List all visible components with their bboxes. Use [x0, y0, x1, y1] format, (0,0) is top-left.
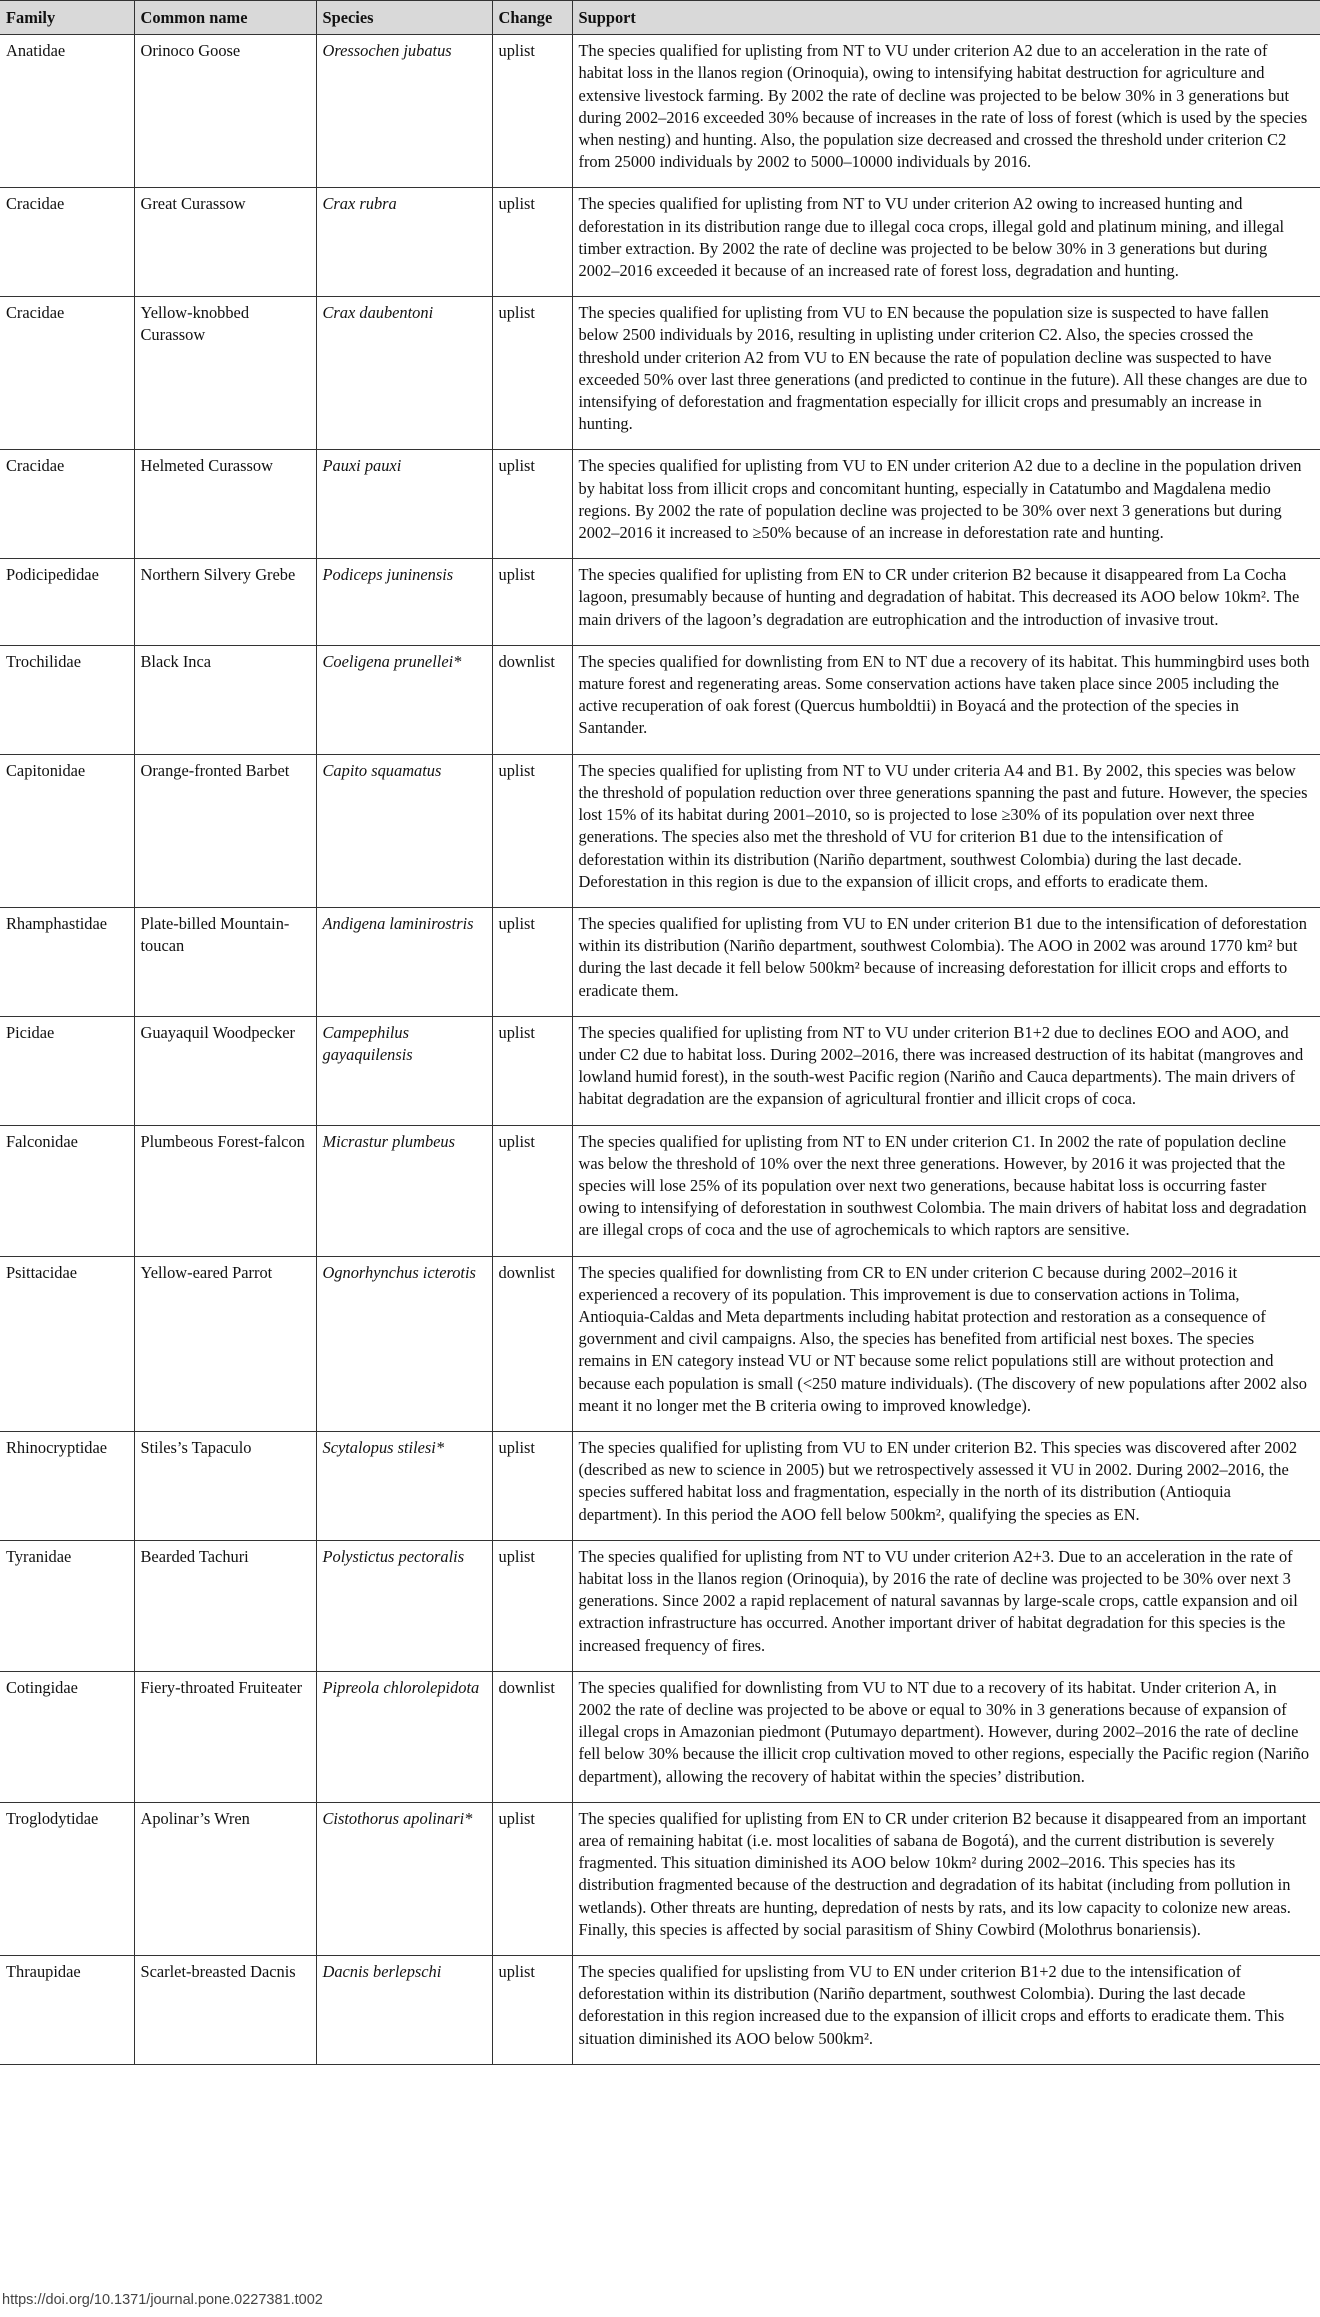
cell-support: The species qualified for uplisting from EN to CR under criterion B2 because it disappeared from an important area of remaining habitat (i.e. most localities of sabana de Bogotá), and the current distribution is severely fragmented. This situation diminished its AOO below 10km² during 2002–2016. This species has its distribution fragmented because of the destruction and degradation of its habitat (including from pollution in wetlands). Other threats are hunting, depredation of nests by rats, and its low capacity to colonize new areas. Finally, this species is affected by social parasitism of Shiny Cowbird (Molothrus bonariensis).: [572, 1802, 1320, 1955]
table-row: [0, 35, 1320, 188]
table-row: [0, 559, 1320, 646]
cell-support: The species qualified for downlisting from EN to NT due a recovery of its habitat. This hummingbird uses both mature forest and regenerating areas. Some conservation actions have taken place since 2005 including the active recuperation of oak forest (Quercus humboldtii) in Boyacá and the protection of the species in Santander.: [572, 645, 1320, 754]
table-row: [0, 1125, 1320, 1256]
table-header: [0, 1, 1320, 35]
table-row: [0, 450, 1320, 559]
header-row: [0, 1, 1320, 35]
cell-family: Cracidae: [0, 188, 134, 297]
doi-link[interactable]: https://doi.org/10.1371/journal.pone.0227381.t002: [2, 2292, 323, 2308]
cell-species: Scytalopus stilesi*: [316, 1431, 492, 1540]
cell-common-name: Great Curassow: [134, 188, 316, 297]
cell-change: uplist: [492, 1540, 572, 1671]
cell-species: Coeligena prunellei*: [316, 645, 492, 754]
cell-change: uplist: [492, 1802, 572, 1955]
cell-family: Capitonidae: [0, 754, 134, 907]
table-row: [0, 297, 1320, 450]
table-row: [0, 754, 1320, 907]
header-common-name: Common name: [134, 1, 316, 35]
cell-change: uplist: [492, 188, 572, 297]
cell-change: uplist: [492, 1016, 572, 1125]
cell-family: Rhamphastidae: [0, 907, 134, 1016]
cell-common-name: Helmeted Curassow: [134, 450, 316, 559]
cell-species: Pauxi pauxi: [316, 450, 492, 559]
cell-support: The species qualified for uplisting from VU to EN under criterion A2 due to a decline in the population driven by habitat loss from illicit crops and concomitant hunting, especially in Catatumbo and Magdalena medio regions. By 2002 the rate of population decline was projected to be 30% over next 3 generations but during 2002–2016 it increased to ≥50% because of an increase in deforestation rate and hunting.: [572, 450, 1320, 559]
cell-family: Trochilidae: [0, 645, 134, 754]
cell-common-name: Apolinar’s Wren: [134, 1802, 316, 1955]
cell-support: The species qualified for uplisting from EN to CR under criterion B2 because it disappeared from La Cocha lagoon, presumably because of hunting and degradation of habitat. This decreased its AOO below 10km². The main drivers of the lagoon’s degradation are eutrophication and the introduction of invasive trout.: [572, 559, 1320, 646]
cell-change: uplist: [492, 559, 572, 646]
table-row: [0, 1256, 1320, 1431]
cell-support: The species qualified for uplisting from NT to VU under criterion A2 due to an acceleration in the rate of habitat loss in the llanos region (Orinoquia), owing to intensifying habitat destruction for agriculture and extensive livestock farming. By 2002 the rate of decline was projected to be below 30% in 3 generations but during 2002–2016 exceeded 30% because of increases in the rate of loss of forest (which is used by the species when nesting) and hunting. Also, the population size decreased and crossed the threshold under criterion C2 from 25000 individuals by 2002 to 5000–10000 individuals by 2016.: [572, 35, 1320, 188]
table-row: [0, 1016, 1320, 1125]
cell-species: Crax daubentoni: [316, 297, 492, 450]
cell-change: downlist: [492, 1256, 572, 1431]
cell-change: downlist: [492, 1671, 572, 1802]
cell-support: The species qualified for uplisting from VU to EN because the population size is suspected to have fallen below 2500 individuals by 2016, resulting in uplisting under criterion C2. Also, the species crossed the threshold under criterion A2 from VU to EN because the rate of population decline was suspected to have exceeded 50% over last three generations (and predicted to continue in the future). All these changes are due to intensifying of deforestation and fragmentation especially for illicit crops and presumably an increase in hunting.: [572, 297, 1320, 450]
cell-common-name: Bearded Tachuri: [134, 1540, 316, 1671]
cell-family: Podicipedidae: [0, 559, 134, 646]
cell-family: Cracidae: [0, 297, 134, 450]
cell-species: Podiceps juninensis: [316, 559, 492, 646]
header-change: Change: [492, 1, 572, 35]
table-row: [0, 1956, 1320, 2065]
cell-species: Cistothorus apolinari*: [316, 1802, 492, 1955]
cell-change: uplist: [492, 907, 572, 1016]
cell-species: Andigena laminirostris: [316, 907, 492, 1016]
cell-family: Cracidae: [0, 450, 134, 559]
cell-change: uplist: [492, 450, 572, 559]
cell-support: The species qualified for uplisting from VU to EN under criterion B1 due to the intensification of deforestation within its distribution (Nariño department, southwest Colombia). The AOO in 2002 was around 1770 km² but during the last decade it fell below 500km² because of increasing deforestation for illicit crops and efforts to eradicate them.: [572, 907, 1320, 1016]
cell-support: The species qualified for downlisting from VU to NT due to a recovery of its habitat. Under criterion A, in 2002 the rate of decline was projected to be above or equal to 30% in 3 generations because of expansion of illegal crops in Amazonian piedmont (Putumayo department). However, during 2002–2016 the rate of decline fell below 30% because the illicit crop cultivation moved to other regions, especially the Pacific region (Nariño department), allowing the recovery of habitat within the species’ distribution.: [572, 1671, 1320, 1802]
cell-support: The species qualified for uplisting from NT to VU under criteria A4 and B1. By 2002, this species was below the threshold of population reduction over three generations spanning the past and future. However, the species lost 15% of its habitat during 2001–2010, so is projected to lose ≥30% of its population over next three generations. The species also met the threshold of VU for criterion B1 due to the intensification of deforestation within its distribution (Nariño department, southwest Colombia) during the last decade. Deforestation in this region is due to the expansion of illicit crops, and efforts to eradicate them.: [572, 754, 1320, 907]
table-row: [0, 1431, 1320, 1540]
cell-family: Cotingidae: [0, 1671, 134, 1802]
cell-change: uplist: [492, 35, 572, 188]
cell-change: uplist: [492, 297, 572, 450]
cell-change: uplist: [492, 1431, 572, 1540]
cell-family: Thraupidae: [0, 1956, 134, 2065]
table-row: [0, 907, 1320, 1016]
cell-support: The species qualified for uplisting from NT to VU under criterion A2+3. Due to an acceleration in the rate of habitat loss in the llanos region (Orinoquia), by 2016 the rate of decline was projected to be 30% over next 3 generations. Since 2002 a rapid replacement of natural savannas by large-scale crops, cattle expansion and oil extraction infrastructure has occurred. Another important driver of habitat degradation for this species is the increased frequency of fires.: [572, 1540, 1320, 1671]
cell-common-name: Orange-fronted Barbet: [134, 754, 316, 907]
cell-support: The species qualified for upslisting from VU to EN under criterion B1+2 due to the intensification of deforestation within its distribution (Nariño department, southwest Colombia). During the last decade deforestation in this region increased due to the expansion of illicit crops and efforts to eradicate them. This situation diminished its AOO below 500km².: [572, 1956, 1320, 2065]
cell-family: Anatidae: [0, 35, 134, 188]
cell-common-name: Orinoco Goose: [134, 35, 316, 188]
header-family: Family: [0, 1, 134, 35]
cell-support: The species qualified for uplisting from NT to VU under criterion A2 owing to increased hunting and deforestation in its distribution range due to illegal coca crops, illegal gold and platinum mining, and illegal timber extraction. By 2002 the rate of decline was projected to be below 30% in 3 generations but during 2002–2016 exceeded it because of an increased rate of forest loss, degradation and hunting.: [572, 188, 1320, 297]
cell-family: Psittacidae: [0, 1256, 134, 1431]
table-row: [0, 645, 1320, 754]
cell-common-name: Northern Silvery Grebe: [134, 559, 316, 646]
table-row: [0, 188, 1320, 297]
cell-family: Falconidae: [0, 1125, 134, 1256]
cell-support: The species qualified for uplisting from NT to VU under criterion B1+2 due to declines EOO and AOO, and under C2 due to habitat loss. During 2002–2016, there was increased destruction of its habitat (mangroves and lowland humid forest), in the south-west Pacific region (Nariño and Cauca departments). The main drivers of habitat degradation are the expansion of agricultural frontier and illicit crops of coca.: [572, 1016, 1320, 1125]
cell-change: uplist: [492, 1125, 572, 1256]
cell-common-name: Black Inca: [134, 645, 316, 754]
cell-common-name: Fiery-throated Fruiteater: [134, 1671, 316, 1802]
cell-family: Rhinocryptidae: [0, 1431, 134, 1540]
cell-common-name: Yellow-knobbed Curassow: [134, 297, 316, 450]
table-row: [0, 1802, 1320, 1955]
cell-species: Campephilus gayaquilensis: [316, 1016, 492, 1125]
cell-family: Troglodytidae: [0, 1802, 134, 1955]
cell-species: Crax rubra: [316, 188, 492, 297]
cell-family: Tyranidae: [0, 1540, 134, 1671]
cell-change: downlist: [492, 645, 572, 754]
cell-support: The species qualified for uplisting from NT to EN under criterion C1. In 2002 the rate of population decline was below the threshold of 10% over the next three generations. However, by 2016 it was projected that the species will lose 25% of its population over next two generations, because habitat loss is occurring faster owing to intensifying of deforestation in southwest Colombia. The main drivers of habitat loss and degradation are illegal crops of coca and the use of agrochemicals to which raptors are sensitive.: [572, 1125, 1320, 1256]
cell-species: Pipreola chlorolepidota: [316, 1671, 492, 1802]
cell-change: uplist: [492, 754, 572, 907]
cell-common-name: Plate-billed Mountain-toucan: [134, 907, 316, 1016]
table-body: [0, 35, 1320, 2065]
cell-species: Dacnis berlepschi: [316, 1956, 492, 2065]
cell-common-name: Yellow-eared Parrot: [134, 1256, 316, 1431]
cell-species: Polystictus pectoralis: [316, 1540, 492, 1671]
table-row: [0, 1671, 1320, 1802]
cell-species: Capito squamatus: [316, 754, 492, 907]
cell-change: uplist: [492, 1956, 572, 2065]
header-support: Support: [572, 1, 1320, 35]
cell-common-name: Guayaquil Woodpecker: [134, 1016, 316, 1125]
cell-support: The species qualified for uplisting from VU to EN under criterion B2. This species was discovered after 2002 (described as new to science in 2005) but we retrospectively assessed it VU in 2002. During 2002–2016, the species suffered habitat loss and fragmentation, especially in the north of its distribution (Antioquia department). In this period the AOO fell below 500km², qualifying the species as EN.: [572, 1431, 1320, 1540]
cell-common-name: Scarlet-breasted Dacnis: [134, 1956, 316, 2065]
cell-support: The species qualified for downlisting from CR to EN under criterion C because during 2002–2016 it experienced a recovery of its population. This improvement is due to conservation actions in Tolima, Antioquia-Caldas and Meta departments including habitat protection and restoration as a consequence of government and civil campaigns. Also, the species has benefited from artificial nest boxes. The species remains in EN category instead VU or NT because some relict populations still are without protection and because each population is small (<250 mature individuals). (The discovery of new populations after 2002 also meant it no longer met the B criteria owing to improved knowledge).: [572, 1256, 1320, 1431]
cell-family: Picidae: [0, 1016, 134, 1125]
cell-common-name: Stiles’s Tapaculo: [134, 1431, 316, 1540]
cell-common-name: Plumbeous Forest-falcon: [134, 1125, 316, 1256]
table-row: [0, 1540, 1320, 1671]
cell-species: Ognorhynchus icterotis: [316, 1256, 492, 1431]
cell-species: Oressochen jubatus: [316, 35, 492, 188]
cell-species: Micrastur plumbeus: [316, 1125, 492, 1256]
header-species: Species: [316, 1, 492, 35]
